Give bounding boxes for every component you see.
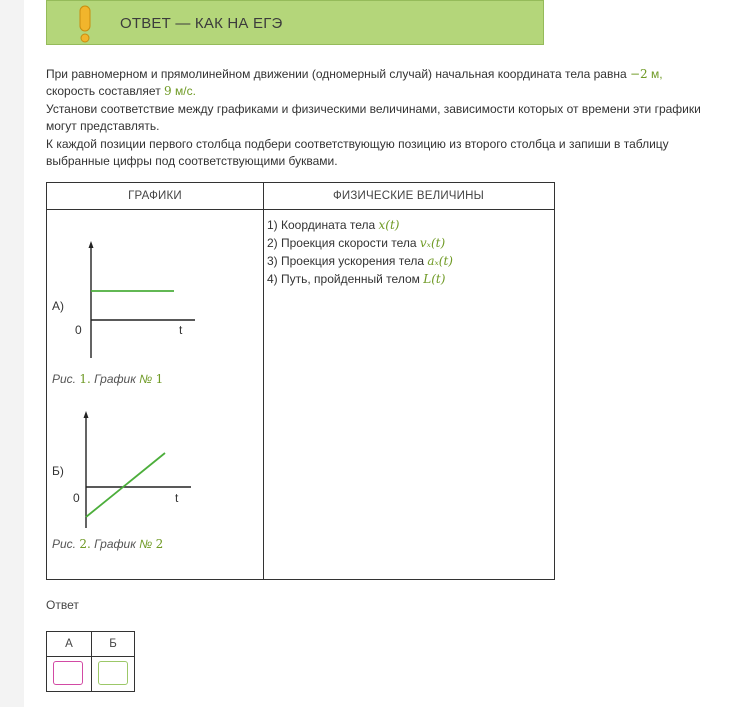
quantity-item-2: 2) Проекция скорости тела vₓ(t) — [267, 236, 446, 250]
column-divider — [263, 183, 264, 579]
exclamation-icon — [77, 5, 93, 43]
task-paragraph-1: При равномерном и прямолинейном движении (одномерный случай) начальная координата тела равна −2 м, скорость составляет 9 м/с. — [46, 67, 663, 99]
content-sheet — [24, 0, 738, 707]
answer-input-b[interactable] — [98, 661, 128, 685]
answer-table — [46, 631, 135, 692]
quantity-item-1: 1) Координата тела x(t) — [267, 218, 400, 232]
task-paragraph-2: Установи соответствие между графиками и физическими величинами, зависимости которых от времени эти графики могут представлять. — [46, 101, 701, 134]
answer-column-b: Б — [109, 638, 117, 650]
quantity-item-3: 3) Проекция ускорения тела aₓ(t) — [267, 254, 453, 268]
graph-b-line — [86, 453, 165, 517]
graph-a-letter: А) — [52, 299, 64, 313]
graph-a-caption: Рис. 1. График № 1 — [52, 372, 164, 386]
graph-b-letter: Б) — [52, 464, 64, 478]
answer-label: Ответ — [46, 598, 79, 612]
answer-banner — [46, 0, 544, 45]
answer-table-column-divider — [91, 632, 92, 691]
answer-input-a[interactable] — [53, 661, 83, 685]
task-text — [46, 66, 726, 170]
graph-b-t-label: t — [175, 491, 179, 505]
graph-a-origin: 0 — [75, 323, 82, 337]
graph-b-y-arrow — [84, 411, 89, 418]
graph-b — [47, 183, 263, 579]
quantities-list — [267, 216, 453, 288]
banner-title: ОТВЕТ — КАК НА ЕГЭ — [120, 15, 283, 32]
velocity-value: 9 — [164, 84, 172, 99]
answer-column-a: А — [65, 638, 73, 650]
column-header-quantities: ФИЗИЧЕСКИЕ ВЕЛИЧИНЫ — [263, 183, 554, 210]
quantity-item-4: 4) Путь, пройденный телом L(t) — [267, 272, 446, 286]
column-header-graphs: ГРАФИКИ — [47, 183, 263, 210]
matching-table — [46, 182, 555, 580]
task-paragraph-3: К каждой позиции первого столбца подбери соответствующую позицию из второго столбца и запиши в таблицу выбранные цифры под соответствующими буквами. — [46, 136, 669, 169]
graph-a-t-label: t — [179, 323, 183, 337]
graph-b-origin: 0 — [73, 491, 80, 505]
graph-b-caption: Рис. 2. График № 2 — [52, 537, 164, 551]
initial-coordinate-value: −2 — [629, 67, 648, 81]
